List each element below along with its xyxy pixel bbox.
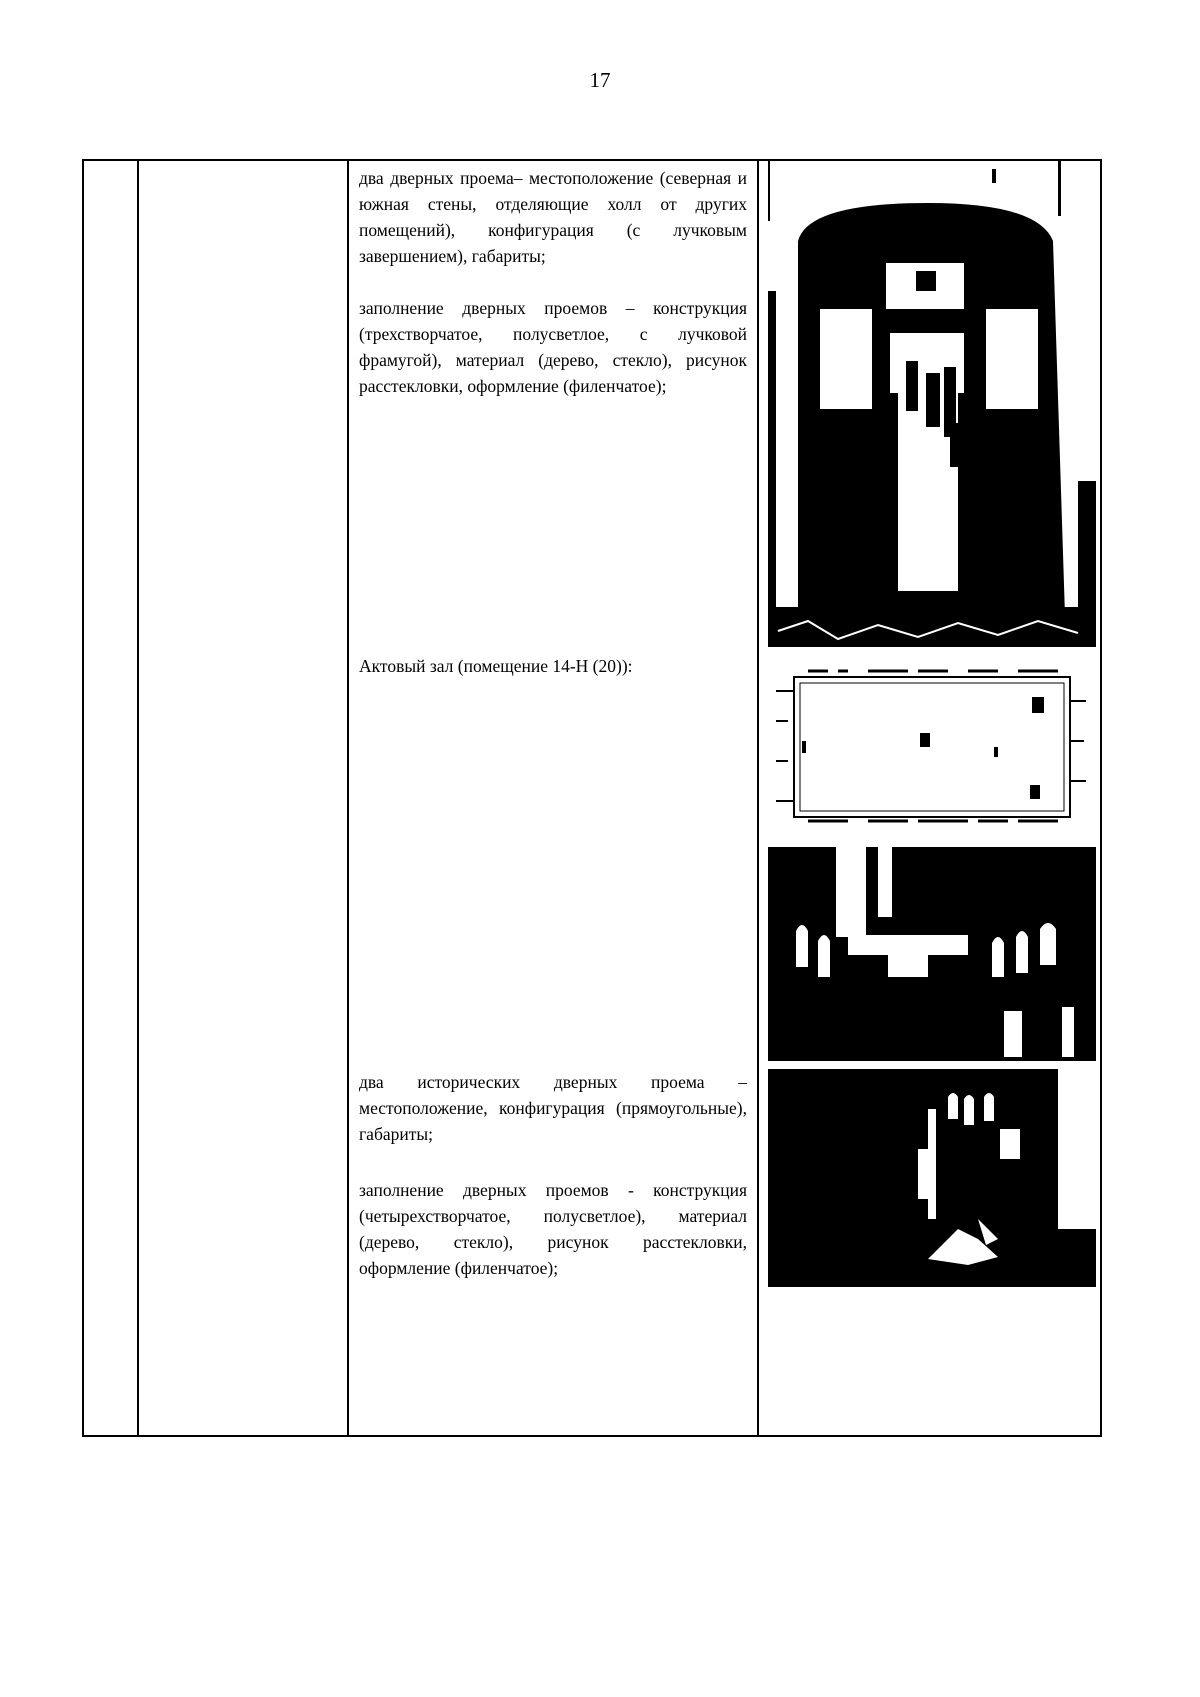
assembly-hall-photo-2 <box>768 1069 1096 1287</box>
paragraph-historic-door-fillings: заполнение дверных проемов - конструкция (четырехстворчатое, полусветлое), материал (дерево, стекло), рисунок расстекловки, оформление (филенчатое); <box>359 1180 747 1278</box>
paragraph-assembly-hall-heading: Актовый зал (помещение 14-Н (20)): <box>359 656 633 676</box>
page-number: 17 <box>589 68 611 92</box>
hall-doorway-photo <box>768 161 1096 647</box>
cell-images <box>758 160 1101 1436</box>
description-table <box>82 159 1102 1437</box>
assembly-hall-floor-plan <box>768 661 1096 837</box>
table-row <box>83 160 1101 1436</box>
paragraph-historic-doorways: два исторических дверных проема – местоположение, конфигурация (прямоугольные), габариты; <box>359 1072 747 1144</box>
assembly-hall-photo-1 <box>768 847 1096 1061</box>
paragraph-door-fillings: заполнение дверных проемов – конструкция (трехстворчатое, полусветлое, с лучковой фрамугой), материал (дерево, стекло), рисунок расстекловки, оформление (филенчатое); <box>359 298 747 396</box>
cell-description <box>348 160 758 1436</box>
paragraph-doorways: два дверных проема– местоположение (северная и южная стены, отделяющие холл от других помещений), конфигурация (с лучковым завершением), габариты; <box>359 168 747 266</box>
cell-object <box>138 160 348 1436</box>
cell-number <box>83 160 138 1436</box>
